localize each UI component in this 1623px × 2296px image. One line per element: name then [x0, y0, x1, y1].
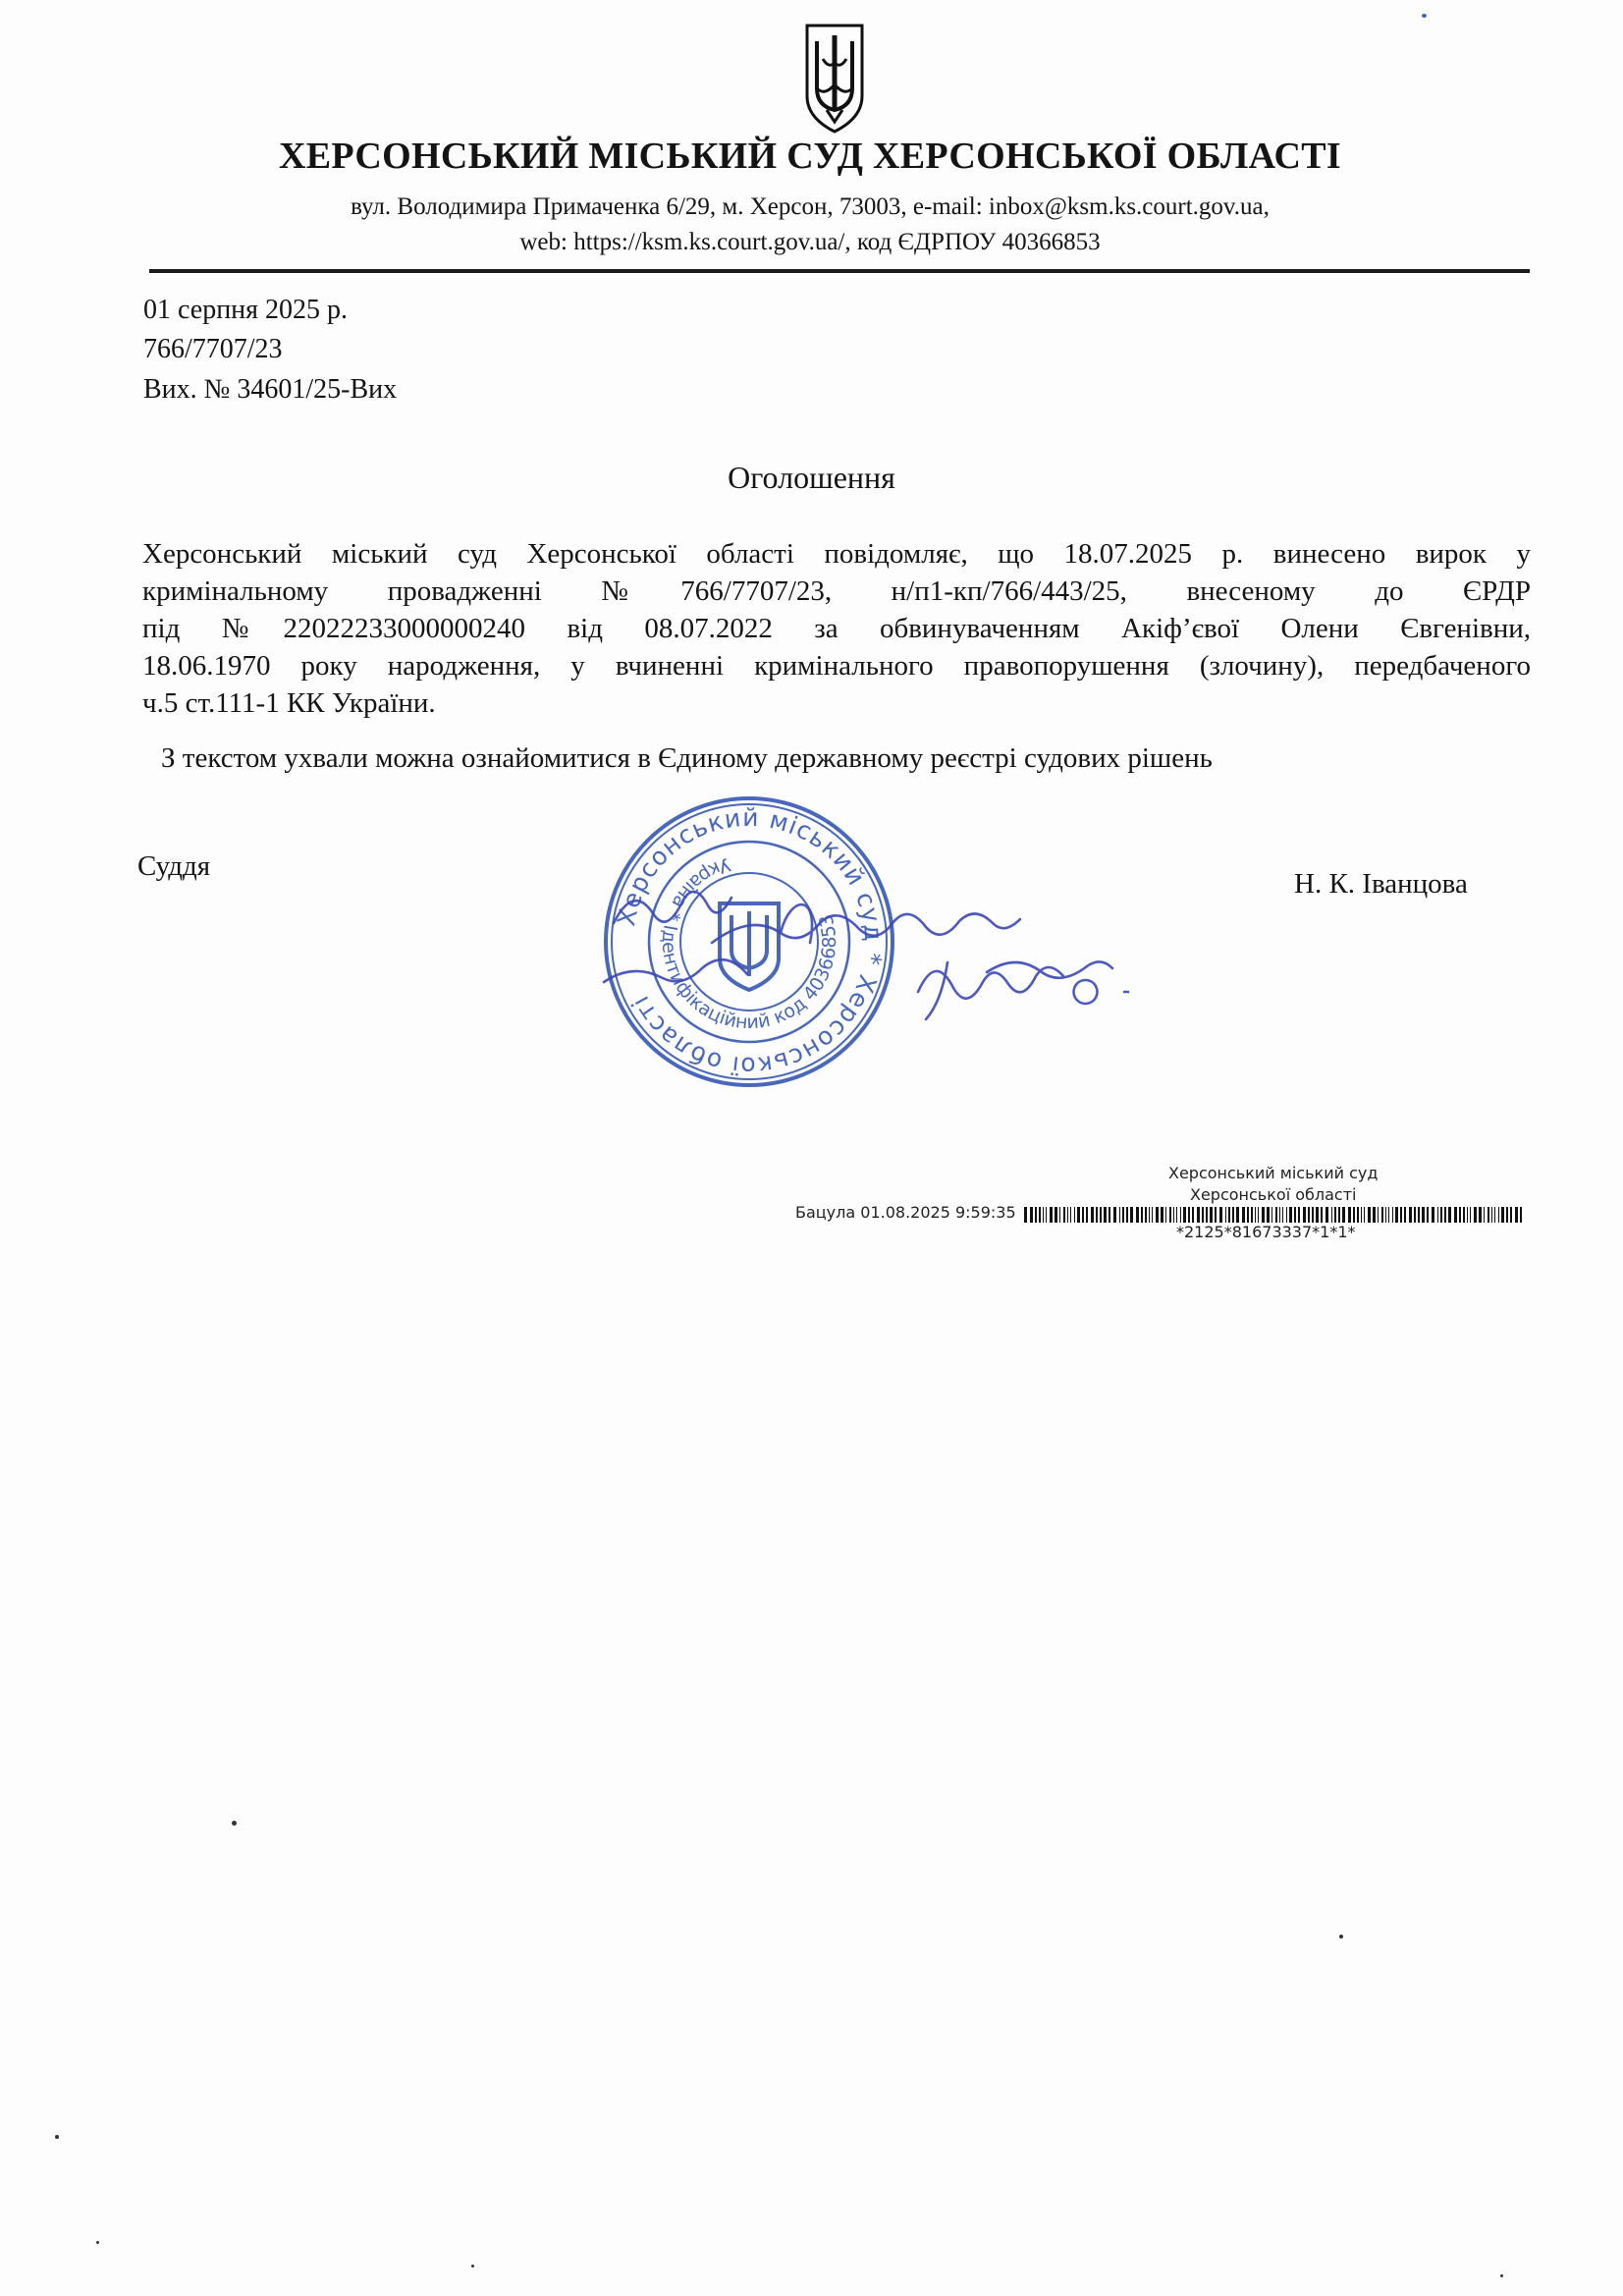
scan-speck	[232, 1821, 237, 1826]
svg-text:Україна * Ідентифікаційний код: Україна * Ідентифікаційний код 40366853	[657, 852, 841, 1034]
registry-note: З текстом ухвали можна ознайомитися в Єдиному державному реєстрі судових рішень	[161, 742, 1213, 774]
scan-speck	[96, 2241, 99, 2244]
court-address: вул. Володимира Примаченка 6/29, м. Херсон, 73003, e-mail: inbox@ksm.ks.court.gov.ua,	[351, 193, 1270, 220]
scan-speck	[55, 2135, 59, 2139]
handwritten-certification-signature	[594, 864, 1144, 1041]
document-heading: Оголошення	[728, 460, 895, 495]
scan-speck	[1422, 14, 1427, 18]
barcode-caption: *2125*81673337*1*1*	[1176, 1223, 1356, 1241]
body-line: кримінальному провадженні №766/7707/23, н/п1-кп/766/443/25, внесеному до ЄРДР	[142, 575, 1531, 607]
scan-speck	[1500, 2274, 1503, 2277]
outgoing-number: Вих. № 34601/25-Вих	[143, 374, 398, 405]
registration-court-line: Херсонський міський суд	[1168, 1164, 1379, 1182]
svg-text:Херсонський міський суд * Херс: Херсонський міський суд * Херсонської області	[612, 802, 889, 1081]
judge-position-label: Суддя	[137, 850, 211, 882]
body-line: Херсонський міський суд Херсонської області повідомляє, що 18.07.2025 р. винесено вирок у	[142, 538, 1531, 570]
scan-speck	[1339, 1935, 1343, 1939]
registration-barcode	[1024, 1207, 1525, 1223]
court-name: ХЕРСОНСЬКИЙ МІСЬКИЙ СУД ХЕРСОНСЬКОЇ ОБЛАСТІ	[279, 136, 1341, 177]
body-line: ч.5 ст.111-1 КК України.	[142, 687, 436, 719]
registration-stamp: Бацула 01.08.2025 9:59:35	[795, 1203, 1016, 1222]
body-line: під №22022233000000240 від 08.07.2022 за обвинуваченням Акіф’євої Олени Євгенівни,	[142, 613, 1531, 644]
judge-name: Н. К. Іванцова	[1294, 868, 1468, 900]
court-web-and-code: web: https://ksm.ks.court.gov.ua/, код ЄДРПОУ 40366853	[519, 229, 1101, 255]
body-line: 18.06.1970 року народження, у вчиненні кримінального правопорушення (злочину), передбаченого	[142, 650, 1531, 682]
scan-speck	[471, 2265, 474, 2268]
document-date: 01 серпня 2025 р.	[143, 295, 349, 325]
case-number: 766/7707/23	[143, 334, 283, 364]
registration-region-line: Херсонської області	[1190, 1185, 1357, 1204]
trident-coat-of-arms-icon	[801, 20, 868, 136]
header-divider	[149, 269, 1530, 273]
